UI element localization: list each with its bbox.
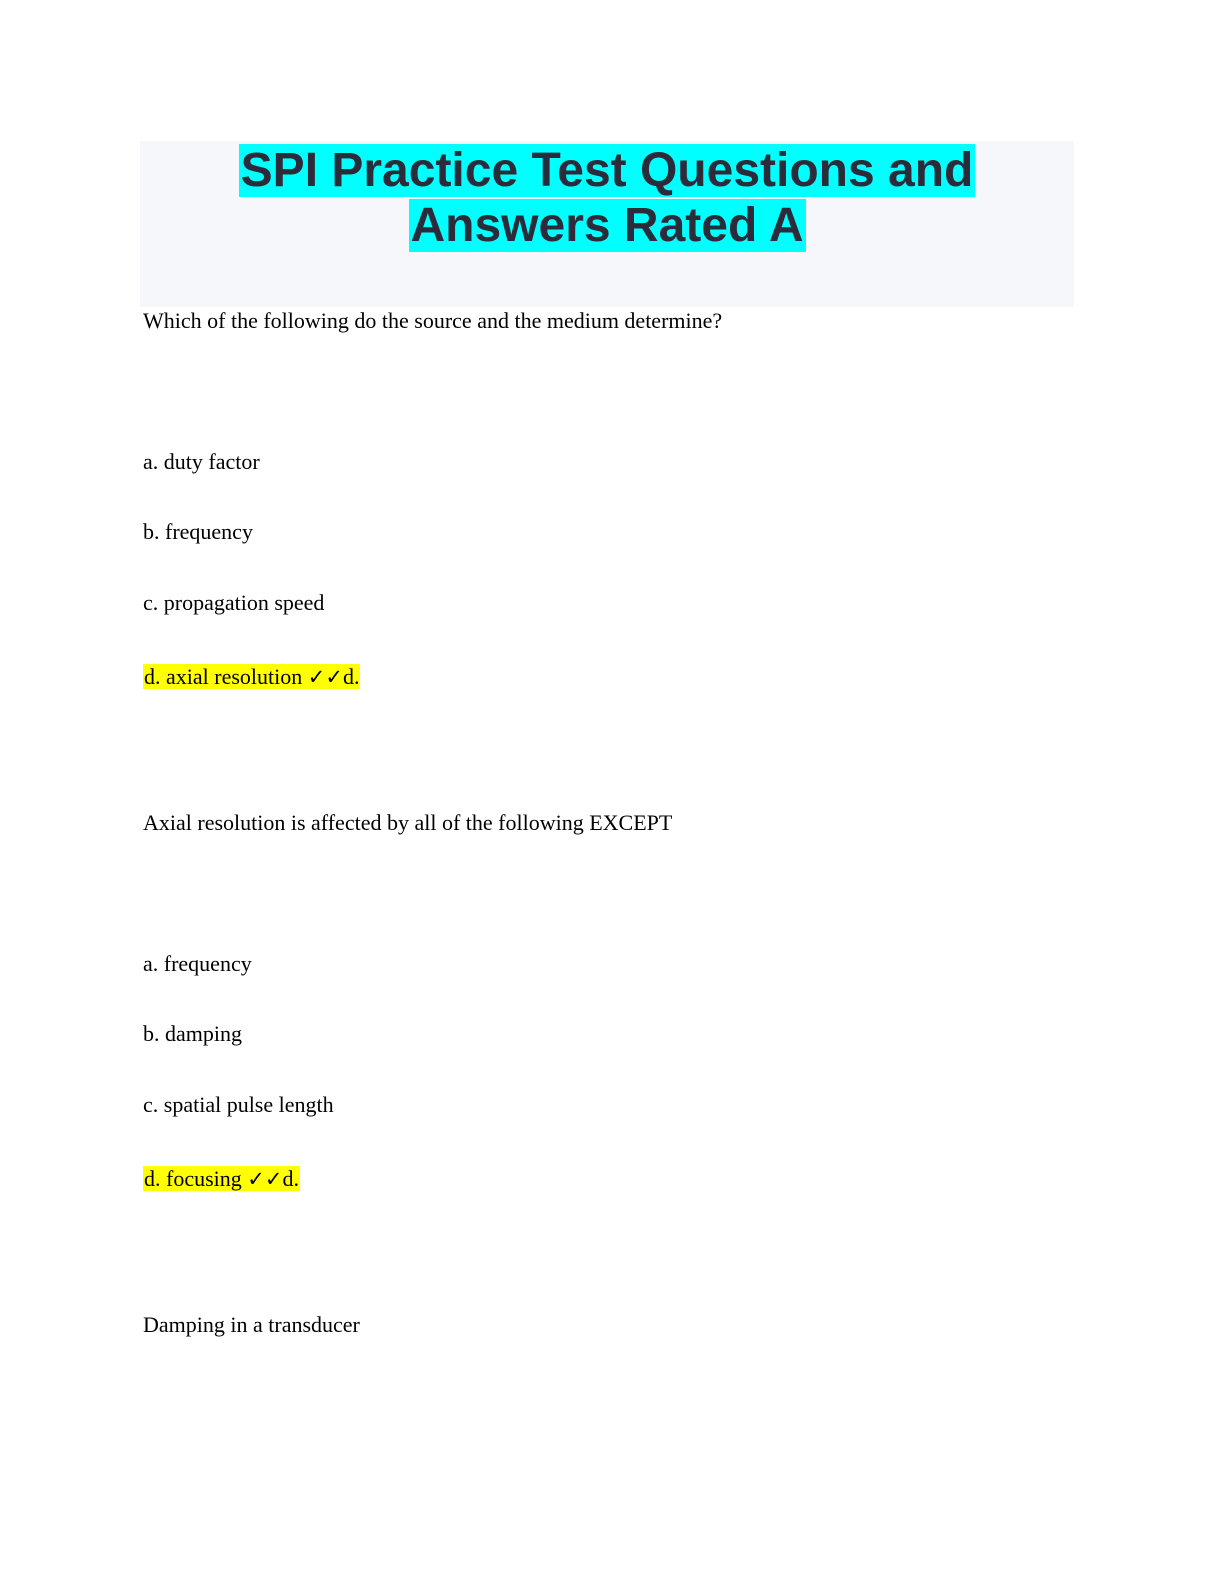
question-2-answer bbox=[143, 1165, 300, 1193]
title-line-1 bbox=[140, 143, 1074, 199]
answer-text: d. focusing bbox=[144, 1166, 248, 1191]
question-2-option-b: b. damping bbox=[143, 1021, 242, 1046]
question-1-prompt: Which of the following do the source and the medium determine? bbox=[143, 308, 723, 333]
answer-highlight bbox=[143, 664, 360, 689]
question-1-answer bbox=[143, 663, 360, 691]
answer-text: d. axial resolution bbox=[144, 664, 308, 689]
answer-highlight bbox=[143, 1166, 300, 1191]
title-text-2: Answers Rated A bbox=[410, 199, 804, 252]
question-2-option-c: c. spatial pulse length bbox=[143, 1092, 334, 1117]
check-marks-icon: ✓✓ bbox=[247, 1167, 283, 1191]
answer-suffix: d. bbox=[342, 664, 360, 689]
answer-suffix: d. bbox=[282, 1166, 299, 1191]
question-1-option-c: c. propagation speed bbox=[143, 590, 325, 615]
question-3-prompt: Damping in a transducer bbox=[143, 1312, 360, 1337]
question-1-option-a: a. duty factor bbox=[143, 449, 260, 474]
question-1-option-b: b. frequency bbox=[143, 519, 253, 544]
title-banner bbox=[140, 141, 1074, 307]
question-2-option-a: a. frequency bbox=[143, 951, 252, 976]
title-line-2 bbox=[140, 198, 1074, 254]
title-text-1: SPI Practice Test Questions and bbox=[240, 144, 974, 197]
check-marks-icon: ✓✓ bbox=[307, 665, 343, 689]
question-2-prompt: Axial resolution is affected by all of the following EXCEPT bbox=[143, 810, 673, 835]
